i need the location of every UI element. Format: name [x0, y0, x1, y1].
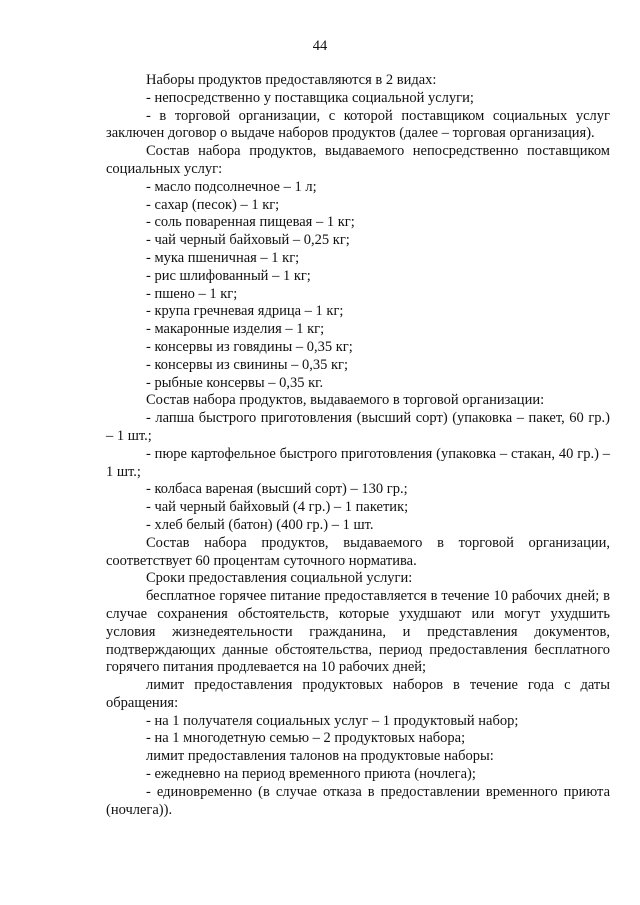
list-item: - крупа гречневая ядрица – 1 кг;	[146, 303, 344, 320]
paragraph-set1-title: Состав набора продуктов, выдаваемого непосредственно поставщиком социальных услуг:	[106, 143, 610, 177]
list-item-coupon-2: - единовременно (в случае отказа в предоставлении временного приюта (ночлега)).	[106, 783, 610, 818]
list-item-coupon-1: - ежедневно на период временного приюта (ночлега);	[146, 766, 476, 783]
list-item-kind-2: - в торговой организации, с которой поставщиком социальных услуг заключен договор о выдаче наборов продуктов (далее – торговая организация).	[106, 107, 610, 142]
paragraph-set2-norm: Состав набора продуктов, выдаваемого в торговой организации, соответствует 60 процентам суточного норматива.	[106, 534, 610, 569]
paragraph-terms-meal: бесплатное горячее питание предоставляется в течение 10 рабочих дней; в случае сохранения обстоятельств, которые ухудшают или могут ухудшить условия жизнедеятельности гражданина, и представления документов, подтверждающих данные обстоятельства, период предоставления бесплатного горячего питания продлевается на 10 рабочих дней;	[106, 588, 610, 676]
paragraph-kinds-intro: Наборы продуктов предоставляются в 2 видах:	[146, 72, 437, 88]
list-item-kind-1: - непосредственно у поставщика социальной услуги;	[146, 89, 474, 106]
list-item-limit-1: - на 1 получателя социальных услуг – 1 продуктовый набор;	[146, 712, 519, 729]
list-item: - чай черный байховый (4 гр.) – 1 пакетик;	[146, 499, 409, 516]
paragraph-limit-coupons: лимит предоставления талонов на продуктовые наборы:	[146, 748, 494, 765]
list-item-puree: - пюре картофельное быстрого приготовления (упаковка – стакан, 40 гр.) – 1 шт.;	[106, 445, 610, 480]
list-item: - рис шлифованный – 1 кг;	[146, 267, 311, 284]
list-item: - соль поваренная пищевая – 1 кг;	[146, 214, 355, 231]
page-number: 44	[312, 38, 328, 54]
list-item: - рыбные консервы – 0,35 кг.	[146, 374, 324, 391]
list-item: - консервы из говядины – 0,35 кг;	[146, 338, 353, 355]
list-item: - хлеб белый (батон) (400 гр.) – 1 шт.	[146, 516, 374, 533]
list-item: - масло подсолнечное – 1 л;	[146, 178, 317, 195]
list-item: - макаронные изделия – 1 кг;	[146, 321, 325, 338]
list-item-limit-2: - на 1 многодетную семью – 2 продуктовых набора;	[146, 730, 466, 747]
list-item: - консервы из свинины – 0,35 кг;	[146, 356, 348, 373]
list-item: - пшено – 1 кг;	[146, 285, 238, 302]
list-item-noodles: - лапша быстрого приготовления (высший сорт) (упаковка – пакет, 60 гр.) – 1 шт.;	[106, 410, 610, 444]
document-body	[106, 72, 610, 819]
list-item: - мука пшеничная – 1 кг;	[146, 249, 300, 266]
list-item: - сахар (песок) – 1 кг;	[146, 196, 280, 213]
paragraph-set2-title: Состав набора продуктов, выдаваемого в торговой организации:	[146, 392, 545, 409]
list-item: - чай черный байховый – 0,25 кг;	[146, 232, 350, 249]
paragraph-limit-sets: лимит предоставления продуктовых наборов в течение года с даты обращения:	[106, 677, 610, 711]
paragraph-terms-title: Сроки предоставления социальной услуги:	[146, 570, 413, 587]
list-item: - колбаса вареная (высший сорт) – 130 гр.;	[146, 481, 408, 498]
